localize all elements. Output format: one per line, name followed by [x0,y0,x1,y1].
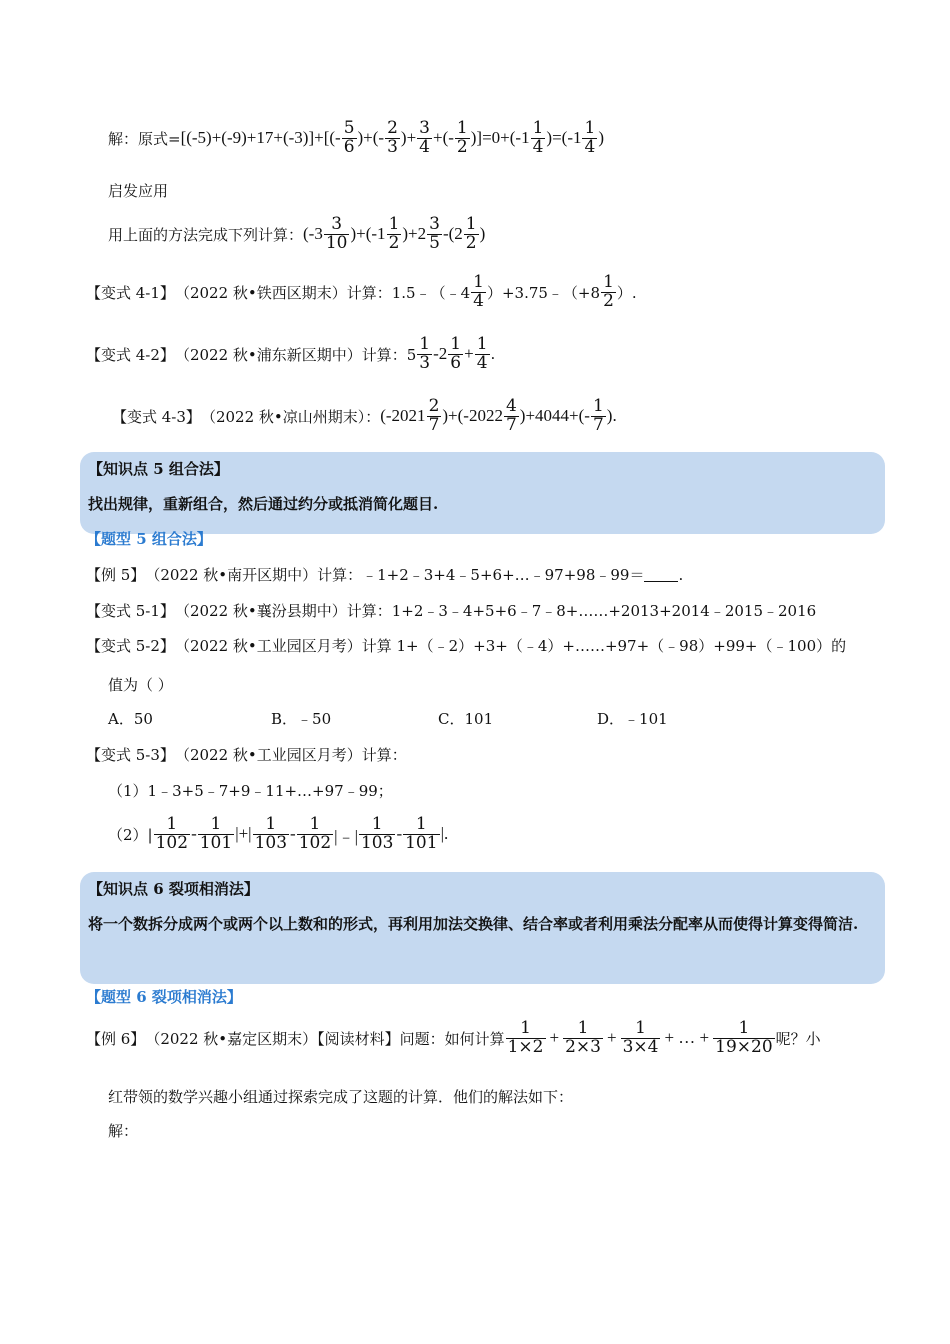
fraction: $\frac{1}{4}$ [532,118,544,157]
operator: )+(-2022 [442,406,503,426]
fraction: $\frac{1}{4}$ [476,334,488,373]
option-a[interactable]: A．50 [108,710,153,728]
fraction: $\frac{2}{3}$ [387,118,398,157]
operator: - [396,824,403,844]
fraction: $\frac{1}{102}$ [298,814,332,853]
operator: - [191,824,197,844]
fraction: $\frac{1}{101}$ [405,814,438,853]
variant-5-3 [86,744,407,765]
variant-label: 【变式 5-3】 [86,746,175,764]
question-prefix: 用上面的方法完成下列计算： [108,225,304,244]
variant-text: ）+3.75﹣（+8 [486,283,601,302]
variant-text: （2022 秋•工业园区月考）计算： [174,746,407,764]
operator: + [464,344,474,364]
operator: + … + [664,1028,710,1048]
type-5-title: 【题型 5 组合法】 [86,530,212,548]
operator: )+(- [357,128,385,148]
operator: ) [479,224,486,244]
option-b[interactable]: B．﹣50 [271,710,332,728]
example-6 [86,1020,821,1057]
fraction: $\frac{1}{1\times 2}$ [507,1018,544,1057]
variant-5-3-part1: （1）1﹣3+5﹣7+9﹣11+…+97﹣99； [108,782,393,800]
fraction: $\frac{1}{4}$ [584,118,596,157]
variant-label: 【变式 5-2】 [86,637,175,655]
fraction: $\frac{1}{2\times 3}$ [565,1018,601,1057]
operator: +(- [433,128,454,148]
variant-4-2 [86,336,495,373]
example-text: （2022 秋•南开区期中）计算：﹣1+2﹣3+4﹣5+6+…﹣97+98﹣99＝ [145,566,645,584]
answer-blank[interactable] [644,567,678,582]
operator: - [290,824,296,844]
inspire-question [108,216,485,253]
fraction: $\frac{1}{3}$ [419,334,431,373]
example-text: 呢？小 [775,1029,821,1048]
variant-5-3-part2 [108,816,448,853]
variant-label: 【变式 5-1】 [86,602,175,620]
kp6-body: 将一个数拆分成两个或两个以上数和的形式，再利用加法交换律、结合率或者利用乘法分配率从而使得计算变得简洁. [88,915,859,933]
fraction: $\frac{5}{6}$ [343,118,355,157]
operator: )]=0+(-1 [470,128,530,148]
fraction: $\frac{1}{103}$ [360,814,394,853]
option-d[interactable]: D．﹣101 [597,710,668,728]
operator: |﹣| [334,826,358,846]
knowledge-point-6-box [80,872,885,984]
fraction: $\frac{1}{4}$ [473,272,484,311]
variant-label: 【变式 4-3】 [112,407,201,426]
inspire-title-text: 启发应用 [108,182,169,200]
fraction: $\frac{1}{101}$ [199,814,233,853]
variant-4-1 [86,274,637,311]
operator: ). [606,406,617,426]
fraction: $\frac{1}{102}$ [155,814,189,853]
fraction: $\frac{2}{7}$ [428,396,440,435]
variant-5-1 [86,600,816,621]
variant-text: （2022 秋•铁西区期末）计算：1.5﹣（﹣4 [174,283,471,302]
variant-5-2 [86,635,846,656]
solution-prefix: 解：原式= [108,129,181,148]
variant-4-3 [112,398,617,435]
type-6-title: 【题型 6 裂项相消法】 [86,988,242,1006]
operator: |. [440,824,449,844]
operator: )=(-1 [546,128,582,148]
operator: ) [598,128,604,148]
fraction: $\frac{3}{4}$ [419,118,430,157]
operator: (-3 [303,224,323,244]
variant-text: （2022 秋•凉山州期末）： [200,407,381,426]
fraction: $\frac{1}{2}$ [456,118,468,157]
kp5-body: 找出规律，重新组合，然后通过约分或抵消简化题目. [88,495,439,513]
operator: -(2 [442,224,463,244]
example-5 [86,564,683,585]
solution-expr: [(-5)+(-9)+17+(-3)]+[(- [180,128,341,148]
example-label: 【例 5】 [86,566,146,584]
operator: )+4044+(- [519,406,590,426]
example-6-line3: 解： [108,1122,139,1140]
fraction: $\frac{1}{2}$ [603,272,614,311]
operator: (-2021 [380,406,426,426]
variant-5-2-line2: 值为（ ） [108,676,173,694]
operator: -2 [433,344,448,364]
variant-text: ）. [616,283,637,302]
fraction: $\frac{1}{3\times 4}$ [622,1018,659,1057]
fraction: $\frac{1}{6}$ [450,334,462,373]
fraction: $\frac{1}{7}$ [592,396,604,435]
variant-text: （2022 秋•浦东新区期中）计算：5 [174,345,417,364]
example-label: 【例 6】 [86,1029,146,1048]
operator: |+| [235,824,252,844]
operator: )+ [400,128,417,148]
fraction: $\frac{1}{19\times 20}$ [715,1018,773,1057]
fraction: $\frac{3}{10}$ [325,214,348,253]
fraction: $\frac{4}{7}$ [505,396,517,435]
variant-text: （2022 秋•襄汾县期中）计算：1+2﹣3﹣4+5+6﹣7﹣8+……+2013+2014﹣2015﹣2016 [174,602,817,620]
example-6-line2: 红带领的数学兴趣小组通过探索完成了这题的计算．他们的解法如下： [108,1088,574,1106]
inspire-title [108,180,168,201]
operator: )+(-1 [350,224,386,244]
knowledge-point-5-box [80,452,885,534]
solution-line [108,120,604,157]
fraction: $\frac{1}{2}$ [465,214,477,253]
example-text: （2022 秋•嘉定区期末）【阅读材料】问题：如何计算 [145,1029,505,1048]
fraction: $\frac{3}{5}$ [429,214,440,253]
variant-text: （2022 秋•工业园区月考）计算 1+（﹣2）+3+（﹣4）+……+97+（﹣98）+99+（﹣100）的 [174,637,847,655]
operator: )+2 [402,224,427,244]
kp6-title: 【知识点 6 裂项相消法】 [88,880,259,898]
operator: + [606,1028,617,1048]
fraction: $\frac{1}{2}$ [388,214,400,253]
variant-text: . [490,345,496,364]
kp5-title: 【知识点 5 组合法】 [88,460,229,478]
option-c[interactable]: C．101 [438,710,494,728]
fraction: $\frac{1}{103}$ [254,814,288,853]
variant-label: 【变式 4-2】 [86,345,175,364]
operator: + [549,1028,560,1048]
example-text: . [678,565,684,584]
part-prefix: （2）| [108,825,153,844]
variant-label: 【变式 4-1】 [86,283,175,302]
